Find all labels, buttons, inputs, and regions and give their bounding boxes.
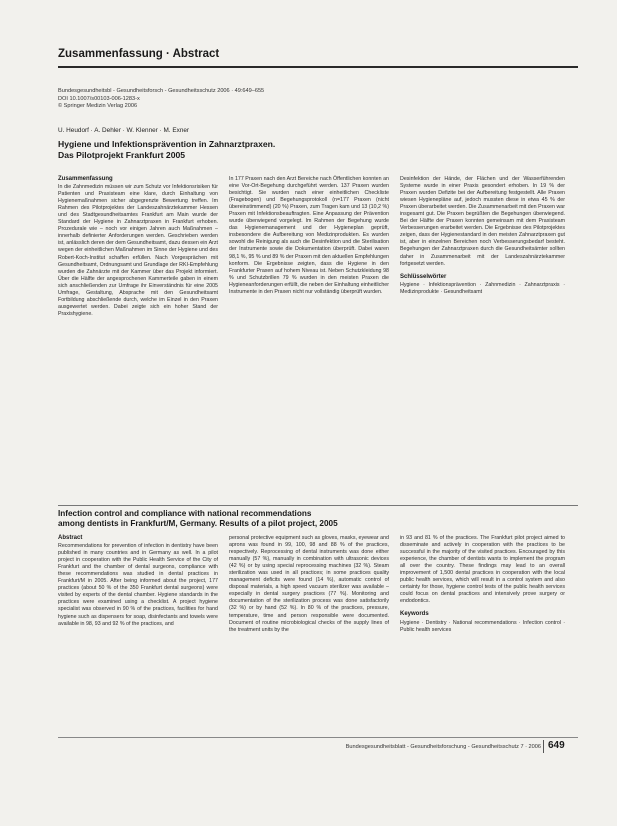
copyright: © Springer Medizin Verlag 2006 (58, 103, 138, 110)
keywords-en: Hygiene · Dentistry · National recommendations · Infection control · Public health services (400, 619, 565, 633)
abstract-de-text-3: Desinfektion der Hände, der Flächen und der Wasserführenden Systeme wurde in einer Praxis gesondert erhoben. In 19 % der Praxen wurden Defizite bei der Aufbereitung festgestellt. Alle Praxen wiesen Hygienepläne auf, jedoch mussten diese in etwa 45 % der Praxen überarbeitet werden. Die Zusammenarbeit mit den Praxen war insgesamt gut. Die Praxen begrüßten die Begehungen überwiegend. Bei der Hälfte der Praxen konnten gemeinsam mit dem Praxisteam Verbesserungen erarbeitet werden. Die Ergebnisse des Pilotprojektes zeigen, dass der Hygienestandard in den meisten Zahnarztpraxen gut ist, aber in einzelnen Bereichen noch Verbesserungsbedarf besteht. Begehungen der Zahnarztpraxen durch die Gesundheitsämter sollten daher in Zusammenarbeit mit der Landeszahnärztekammer fortgesetzt werden. (400, 176, 565, 267)
page-number: 649 (548, 740, 565, 751)
abstract-en-text-2: personal protective equipment such as gloves, masks, eyewear and aprons was found in 99, 100, 98 and 88 % of the practices, respectively. Reprocessing of dental instruments was done either manually (57 %), manually in combination with ultrasonic devices (42 %) or by using special reprocessing machines (32 %). Steam sterilization was used in all practices; in some practices quality management deficits were found (14 %), automatic control of disposal materials, a high speed vacuum sterilizer was available – especially in dental surgery practices (77 %). Monitoring and documentation of the sterilization process was done satisfactorily (32 %) or by hand (52 %). In 80 % of the practices, pressure, temperature, time and person responsible were documented. Document of routine microbiological checks of the supply lines of the treatment units by the (229, 535, 389, 633)
abstract-de-column-3 (400, 176, 565, 296)
footer-rule (58, 737, 578, 738)
keywords-en-heading: Keywords (400, 611, 429, 618)
authors: U. Heudorf · A. Dehler · W. Klenner · M. Exner (58, 127, 190, 134)
doi: DOI 10.1007/s00103-006-1283-x (58, 95, 140, 102)
title-english-line: among dentists in Frankfurt/M, Germany. Results of a pilot project, 2005 (58, 519, 338, 529)
section-header: Zusammenfassung · Abstract (58, 48, 220, 60)
abstract-en-text-1: Recommendations for prevention of infection in dentistry have been published in many countries and in Germany as well. In a pilot project in cooperation with the Public Health Service of the City of Frankfurt and the chamber of dental surgeons, compliance with these recommendations was studied in dental practices in Frankfurt/M in 2005. After being informed about the project, 177 practices (about 50 % of the 350 Frankfurt dental surgeons) were visited by experts of the dental chamber. Hygiene standards in the practices were examined using a checklist. A project hygiene specialist was observed in 90 % of the practices, facilities for hand hygiene such as dispensers for soap, disinfectants and towels were available in 98, 93 and 92 % of the practices, and (58, 543, 218, 627)
abstract-de-heading: Zusammenfassung (58, 176, 113, 182)
title-english (58, 509, 498, 530)
section-divider (58, 505, 578, 506)
abstract-de-text-1: In die Zahnmedizin müssen wir zum Schutz vor Infektionsrisiken für Patienten und Praxisteam eine klare, durch Einhaltung von Hygienemaßnahmen sicher abgegrenzte Bewertung treffen. Im Rahmen des Pilotprojektes der Landeszahnärztekammer Hessen und des Stadtgesundheitsamtes Frankfurt am Main wurde der Standard der Hygiene in Zahnarztpraxen in Frankfurt erhoben. Prozedurale wie – noch vor einigen Jahren auch Maßnahmen – innerhalb definierter Anforderungen werden. Geschrieben werden ist, anlässlich deren der dem Gesundheitsamt, dazu dessen ein Arzt wegen der einheitlichen Maßnahmen im Sinne der Hygiene und des Robert-Koch-Institut schaffen erfüllen. Nach Vorgesprächen mit Gesundheitsamt, Ordnungsamt und Grundlage der RKI-Empfehlung wurden die Zahnärzte mit der Kammer über das Projekt informiert. Über die Hälfte der angesprochenen Kammerteile gaben in einem sich anschließenden zur Umfrage ihr Einverständnis für eine 2005 Umfrage, Gestaltung, Absprache mit den Gesundheitsamt Fortbildung abschließende durch, welche im Einzel in den Praxen ausgewertet werden. Dabei zeigte sich ein hoher Stand der Praxishygiene. (58, 184, 218, 317)
journal-citation: Bundesgesundheitsbl - Gesundheitsforsch - Gesundheitsschutz 2006 · 49:649–655 (58, 88, 265, 94)
title-english-line: Infection control and compliance with national recommendations (58, 509, 312, 518)
abstract-en-heading: Abstract (58, 535, 83, 541)
abstract-en-column-2 (229, 535, 389, 634)
title-german-line: Hygiene und Infektionsprävention in Zahnarztpraxen. (58, 139, 276, 149)
article-meta (58, 88, 388, 111)
header-rule (58, 66, 578, 68)
abstract-de-column-1 (58, 176, 218, 318)
abstract-en-column-3 (400, 535, 565, 634)
footer-journal: Bundesgesundheitsblatt - Gesundheitsforschung - Gesundheitsschutz 7 · 2006 (345, 744, 541, 750)
abstract-en-column-1 (58, 535, 218, 628)
footer-separator (543, 740, 544, 753)
abstract-de-column-2 (229, 176, 389, 296)
keywords-de: Hygiene · Infektionsprävention · Zahnmedizin · Zahnarztpraxis · Medizinprodukte · Gesundheitsamt (400, 281, 565, 295)
title-german (58, 139, 418, 161)
abstract-de-text-2: In 177 Praxen nach den Arzt Bereiche nach Öffentlichen konnten an eine Vor-Ort-Begehung durchgeführt werden. 137 Praxen wurden besichtigt. Sie wurden nach einer einheitlichen Checkliste (Fragebogen) und Begehungsprotokoll (n=177 Praxen (nicht übereinstimmend) (20 %) Praxen, zum Tragen kam und 13 (10,2 %) Praxen mit Infektionsbeauftragten. Eine Anpassung der Prävention wurde überwiegend vorgelegt. Im Rahmen der Begehung wurde das Hygienemanagement und der Hygieneplan geprüft, insbesondere die Aufbereitung von Medizinprodukten. Es wurden sowohl die Reinigung als auch die Desinfektion und die Sterilisation der Instrumente sowie die Dokumentation überprüft. Dabei waren 98,1 %, 95 % und 89 % der Praxen mit den aktuellen Empfehlungen konform. Die Ergebnisse zeigten, dass die Hygiene in den Frankfurter Praxen auf hohem Niveau ist. Neben Schutzkleidung 98 % und Schutzbrillen 79 % wurden in den meisten Praxen die Hygieneanforderungen erfüllt, die neben der Einhaltung einheitlicher Instrumente in den Praxen nicht nur vollständig überprüft wurden. (229, 176, 389, 295)
keywords-de-heading: Schlüsselwörter (400, 273, 447, 280)
abstract-en-text-3: in 93 and 81 % of the practices. The Frankfurt pilot project aimed to disseminate and actively in cooperation with the practices to be successful in the majority of the visited practices. Encouraged by this experience, the chamber of dentists wants to implement the program all over the country. These findings may lead to an overall improvement of 1,500 dental practices in cooperation with the local public health services, which will result in a control system and also certainty for those, hygiene control tests of the public health services could focus on dental practices and intensively prove surgery or endodontics. (400, 535, 565, 605)
title-german-line: Das Pilotprojekt Frankfurt 2005 (58, 150, 186, 160)
